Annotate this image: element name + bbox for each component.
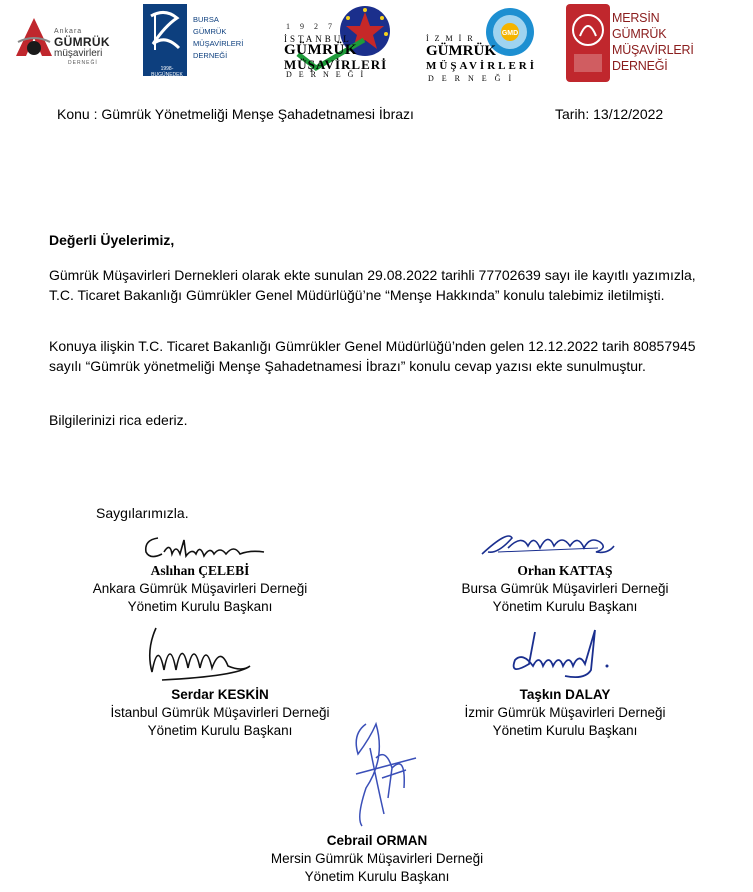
signatory-1 [20, 562, 380, 616]
greeting: Değerli Üyelerimiz, [49, 232, 175, 248]
istanbul-logo-word3: DERNEĞİ [286, 70, 371, 79]
bursa-emblem-icon [143, 4, 187, 64]
mersin-logo-line: MERSİN [612, 11, 660, 25]
izmir-logo-word2: MÜŞAVİRLERİ [426, 60, 538, 72]
ankara-logo-small: Ankara [54, 28, 83, 35]
signatory-name: Taşkın DALAY [519, 687, 611, 702]
signatory-org: İzmir Gümrük Müşavirleri Derneği [464, 705, 666, 720]
mersin-logo-text [612, 10, 694, 74]
bursa-logo-line: GÜMRÜK [193, 27, 227, 36]
subject-line: Konu : Gümrük Yönetmeliği Menşe Şahadetnamesi İbrazı [57, 106, 414, 122]
izmir-logo-word3: DERNEĞİ [428, 74, 520, 83]
istanbul-logo-word1: GÜMRÜK [284, 42, 357, 58]
mersin-logo-line: DERNEĞİ [612, 59, 668, 73]
ankara-emblem-icon [14, 16, 54, 62]
ankara-logo-mid: müşavirleri [54, 48, 103, 59]
signatory-title: Yönetim Kurulu Başkanı [492, 599, 638, 614]
bursa-logo [143, 4, 244, 78]
signatory-name: Aslıhan ÇELEBİ [150, 563, 250, 578]
signatory-org: İstanbul Gümrük Müşavirleri Derneği [110, 705, 330, 720]
ankara-logo [14, 10, 124, 70]
signatory-org: Mersin Gümrük Müşavirleri Derneği [270, 851, 484, 866]
signatory-org: Bursa Gümrük Müşavirleri Derneği [461, 581, 669, 596]
date-line: Tarih: 13/12/2022 [555, 106, 664, 122]
signatory-3 [40, 686, 400, 740]
signatory-2 [385, 562, 745, 616]
mersin-logo-line: GÜMRÜK [612, 27, 667, 41]
mersin-emblem-icon [566, 4, 610, 82]
izmir-logo-city: İZMİR [426, 34, 479, 43]
signature-celebi-icon [140, 530, 270, 566]
ankara-logo-big: GÜMRÜK [54, 35, 110, 49]
signatory-title: Yönetim Kurulu Başkanı [147, 723, 293, 738]
signatory-name: Serdar KESKİN [171, 687, 269, 702]
ankara-logo-tiny: DERNEĞİ [68, 60, 98, 66]
paragraph-2: Konuya ilişkin T.C. Ticaret Bakanlığı Gümrükler Genel Müdürlüğü’nden gelen 12.12.2022 tarih 80857945 sayılı “Gümrük yönetmeliği Menşe Şahadetnamesi İbrazı” konulu cevap yazısı ekte sunulmuştur. [49, 338, 696, 374]
signatory-5 [197, 832, 557, 886]
signatory-title: Yönetim Kurulu Başkanı [127, 599, 273, 614]
izmir-badge-text: GMD [501, 30, 519, 37]
closing: Saygılarımızla. [96, 505, 189, 521]
istanbul-logo [282, 4, 392, 80]
bursa-logo-line: DERNEĞİ [193, 51, 228, 60]
signatory-name: Orhan KATTAŞ [517, 563, 613, 578]
istanbul-logo-city: İSTANBUL [284, 34, 352, 44]
mersin-logo [566, 2, 696, 86]
signatory-4 [385, 686, 745, 740]
signature-keskin-icon [142, 620, 254, 684]
bursa-logo-text [193, 14, 243, 62]
signature-kattas-icon [478, 528, 618, 560]
istanbul-logo-year: 1 9 2 7 [286, 22, 336, 31]
paragraph-1: Gümrük Müşavirleri Dernekleri olarak ekte sunulan 29.08.2022 tarihli 77702639 sayı ile kayıtlı yazımızla, T.C. Ticaret Bakanlığı Gümrükler Genel Müdürlüğü’ne “Menşe Hakkında” konulu talebimiz iletilmişti. [49, 267, 696, 303]
paragraph-3: Bilgilerinizi rica ederiz. [49, 412, 188, 428]
bursa-logo-line: MÜŞAVİRLERİ [193, 39, 244, 48]
izmir-logo [424, 4, 536, 84]
mersin-logo-line: MÜŞAVİRLERİ [612, 43, 694, 57]
bursa-logo-line: BURSA [193, 15, 219, 24]
signatory-title: Yönetim Kurulu Başkanı [492, 723, 638, 738]
signatory-org: Ankara Gümrük Müşavirleri Derneği [92, 581, 308, 596]
signatory-name: Cebrail ORMAN [326, 833, 428, 848]
izmir-logo-word1: GÜMRÜK [426, 43, 496, 59]
signatory-title: Yönetim Kurulu Başkanı [304, 869, 450, 884]
istanbul-logo-word2: MÜŞAVİRLERİ [284, 57, 388, 72]
bursa-logo-year: 1998-BUGÜNEDEK [151, 66, 183, 78]
signature-dalay-icon [505, 626, 615, 684]
